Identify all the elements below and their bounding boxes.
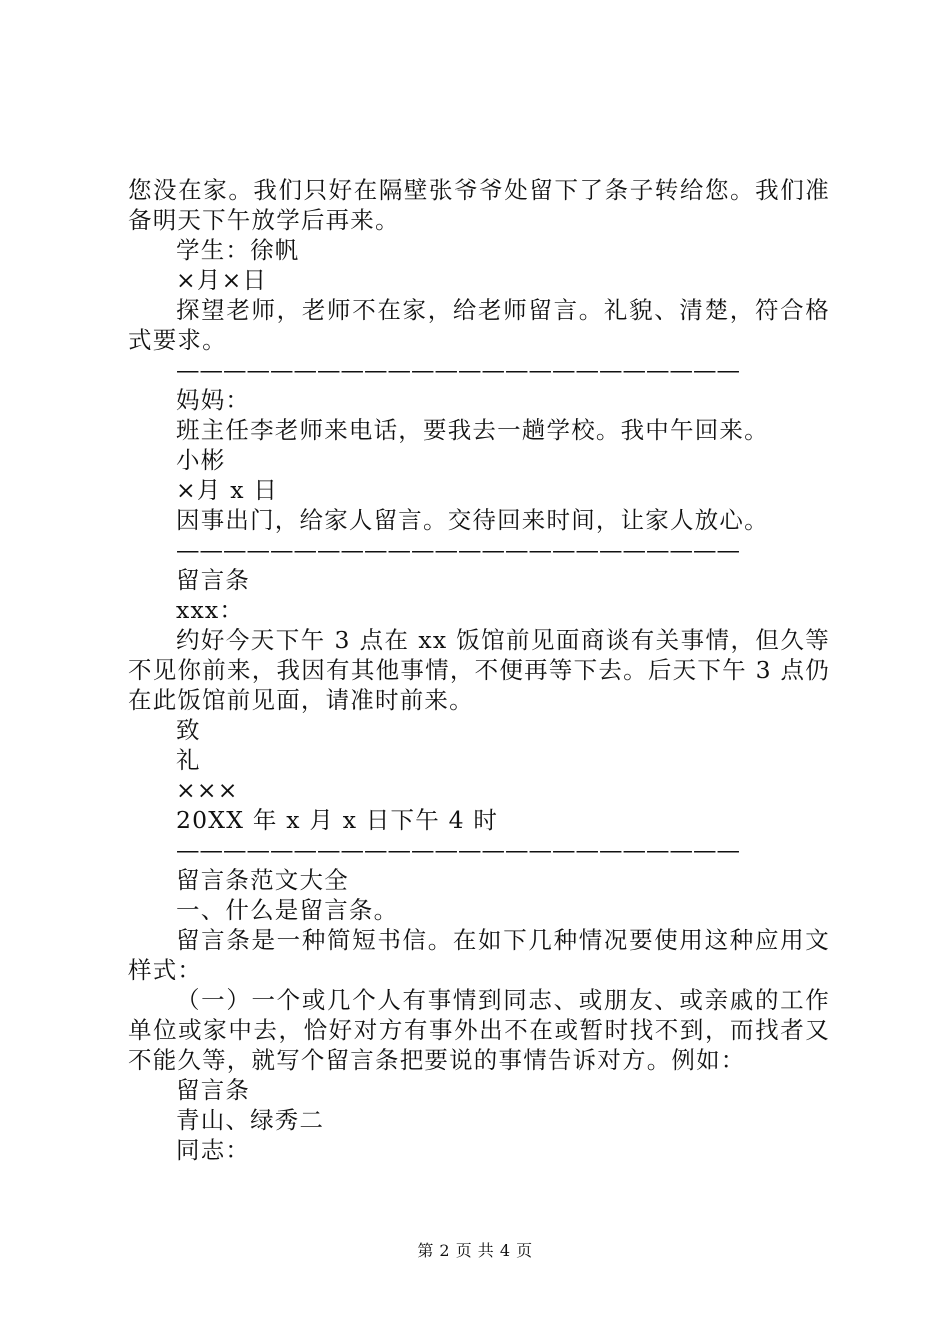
text-line: 班主任李老师来电话，要我去一趟学校。我中午回来。: [176, 416, 769, 444]
text-line: 小彬: [176, 446, 226, 474]
text-paragraph: 您没在家。我们只好在隔壁张爷爷处留下了条子转给您。我们准备明天下午放学后再来。: [128, 176, 830, 234]
text-line: 留言条: [176, 1076, 251, 1104]
text-line: 礼: [176, 746, 201, 774]
text-paragraph: 约好今天下午 3 点在 xx 饭馆前见面商谈有关事情，但久等不见你前来，我因有其他事情，不便再等下去。后天下午 3 点仍在此饭馆前见面，请准时前来。: [128, 626, 830, 714]
text-line: ×××: [176, 776, 239, 804]
text-line: 致: [176, 716, 201, 744]
text-paragraph: （一）一个或几个人有事情到同志、或朋友、或亲戚的工作单位或家中去，恰好对方有事外出不在或暂时找不到，而找者又不能久等，就写个留言条把要说的事情告诉对方。例如：: [128, 986, 830, 1074]
separator-line: ————————————————————————: [176, 536, 740, 564]
page-footer: 第 2 页 共 4 页: [417, 1241, 533, 1260]
text-paragraph: 探望老师，老师不在家，给老师留言。礼貌、清楚，符合格式要求。: [128, 296, 830, 354]
text-paragraph: 留言条是一种简短书信。在如下几种情况要使用这种应用文样式：: [128, 926, 830, 984]
separator-line: ————————————————————————: [176, 356, 740, 384]
text-line: 一、什么是留言条。: [176, 896, 399, 924]
text-line: ×月 x 日: [176, 476, 279, 504]
text-line: ×月×日: [176, 266, 268, 294]
text-line: 20XX 年 x 月 x 日下午 4 时: [176, 806, 499, 834]
text-line: 学生：徐帆: [176, 236, 300, 264]
text-line: 妈妈：: [176, 386, 251, 414]
text-line: 留言条: [176, 566, 251, 594]
text-line: xxx：: [176, 596, 245, 624]
text-line: 青山、绿秀二: [176, 1106, 325, 1134]
separator-line: ————————————————————————: [176, 836, 740, 864]
document-body: [128, 175, 830, 1165]
text-line: 同志：: [176, 1136, 251, 1164]
text-line: 留言条范文大全: [176, 866, 349, 894]
text-line: 因事出门，给家人留言。交待回来时间，让家人放心。: [176, 506, 769, 534]
